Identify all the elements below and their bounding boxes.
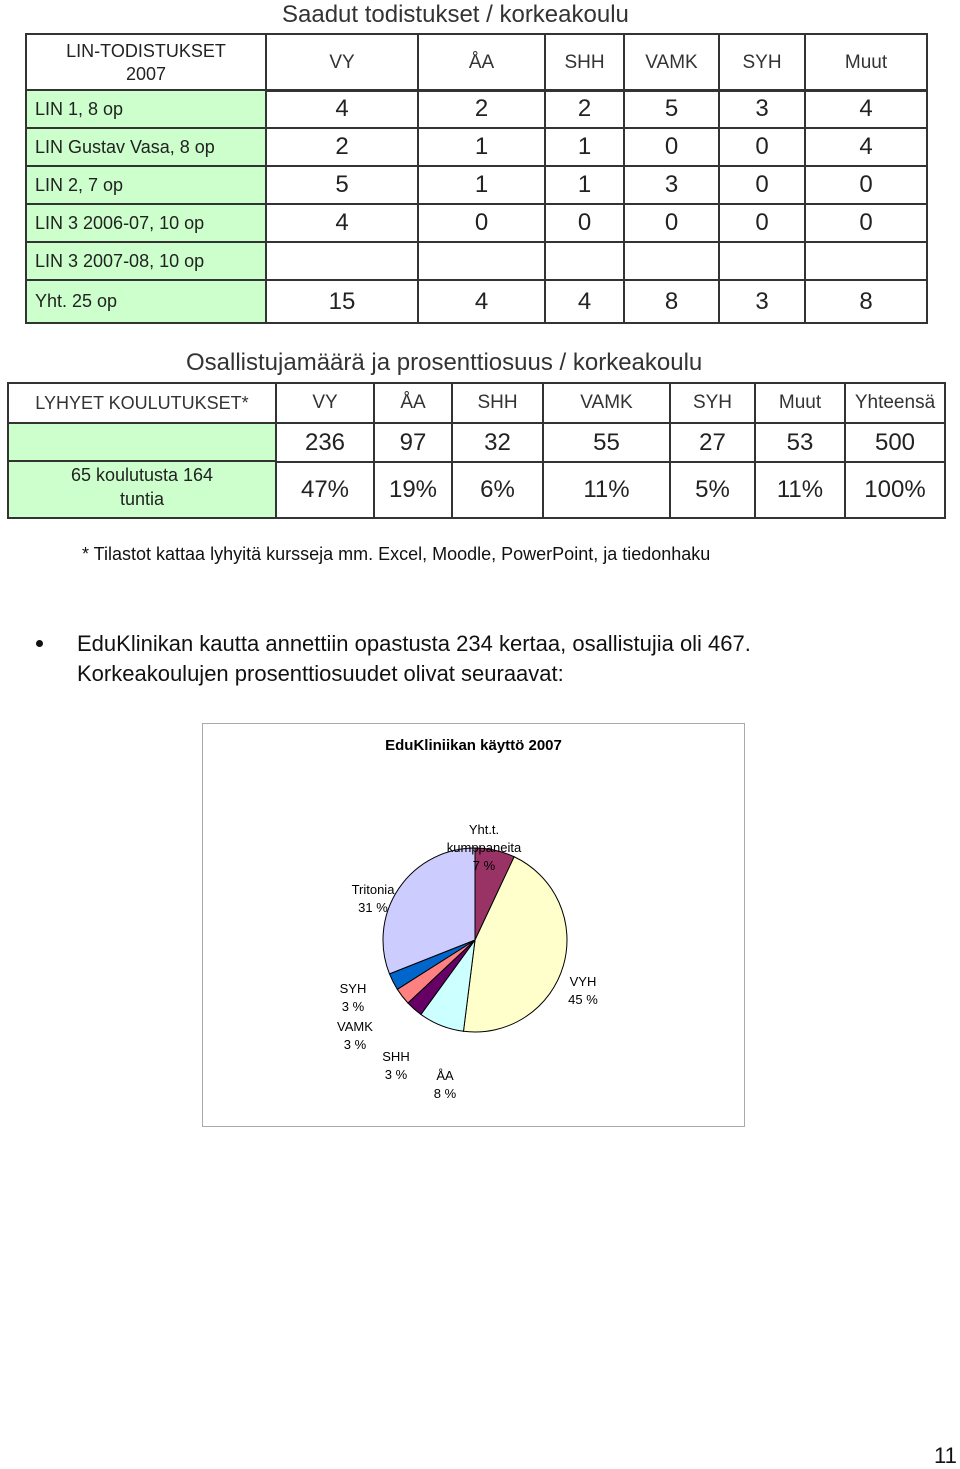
- chart-title: EduKliniikan käyttö 2007: [385, 737, 562, 754]
- table1-col-header: ÅA: [418, 34, 545, 91]
- table2-title: Osallistujamäärä ja prosenttiosuus / korkeakoulu: [186, 349, 703, 376]
- table1-col-header: VAMK: [624, 34, 719, 91]
- pie-label: SHH 3 %: [382, 1049, 410, 1082]
- pie-chart-panel: [202, 723, 745, 1127]
- table2-col-header: VY: [276, 383, 374, 423]
- table2-row-label: 65 koulutusta 164 tuntia: [8, 423, 276, 518]
- table2-col-header: SHH: [452, 383, 543, 423]
- table1-value-cell: 2: [418, 90, 545, 128]
- participants-table: [7, 382, 946, 519]
- pie-chart: [203, 724, 743, 1124]
- bullet-dot-icon: [36, 640, 43, 647]
- table1-row: [26, 280, 927, 323]
- pie-label: VAMK 3 %: [337, 1019, 373, 1052]
- table1-row: [26, 128, 927, 166]
- table1-value-cell: 15: [266, 280, 418, 323]
- certificates-table: [25, 33, 928, 92]
- table1-value-cell: [624, 242, 719, 280]
- table1-value-cell: 2: [545, 90, 624, 128]
- table2-count-cell: 500: [845, 423, 945, 462]
- table2-col-header: Muut: [755, 383, 845, 423]
- table1-value-cell: 1: [418, 166, 545, 204]
- table1-value-cell: 4: [266, 90, 418, 128]
- table1-value-cell: 0: [805, 166, 927, 204]
- table1-row-label: LIN 1, 8 op: [26, 90, 266, 128]
- table2-percent-cell: 19%: [374, 462, 452, 518]
- table1-row-label: LIN 3 2007-08, 10 op: [26, 242, 266, 280]
- table2-col-header: ÅA: [374, 383, 452, 423]
- table2-corner-label: LYHYET KOULUTUKSET*: [8, 383, 276, 423]
- pie-label: Yht.t. kumppaneita 7 %: [446, 822, 522, 873]
- table1-row: [26, 242, 927, 280]
- table1-row-label: LIN 2, 7 op: [26, 166, 266, 204]
- table1-value-cell: 1: [418, 128, 545, 166]
- footnote: * Tilastot kattaa lyhyitä kursseja mm. Excel, Moodle, PowerPoint, ja tiedonhaku: [82, 544, 711, 564]
- table1-col-header: SHH: [545, 34, 624, 91]
- table1-value-cell: 2: [266, 128, 418, 166]
- bullet-line-2: Korkeakoulujen prosenttiosuudet olivat seuraavat:: [77, 661, 564, 686]
- certificates-table-body: [25, 89, 928, 324]
- table1-value-cell: 0: [805, 204, 927, 242]
- table2-col-header: Yhteensä: [845, 383, 945, 423]
- table1-col-header: SYH: [719, 34, 805, 91]
- table1-col-header: Muut: [805, 34, 927, 91]
- table1-row: [26, 90, 927, 128]
- table1-value-cell: 3: [624, 166, 719, 204]
- table1-value-cell: [266, 242, 418, 280]
- table2-percent-cell: 11%: [543, 462, 670, 518]
- table1-value-cell: [545, 242, 624, 280]
- table1-row-label: Yht. 25 op: [26, 280, 266, 323]
- table2-count-cell: 53: [755, 423, 845, 462]
- table1-col-header: VY: [266, 34, 418, 91]
- table1-value-cell: 4: [805, 90, 927, 128]
- table1-value-cell: 1: [545, 128, 624, 166]
- table2-count-cell: 27: [670, 423, 755, 462]
- table1-row-label: LIN Gustav Vasa, 8 op: [26, 128, 266, 166]
- bullet-line-1: EduKlinikan kautta annettiin opastusta 234 kertaa, osallistujia oli 467.: [77, 631, 751, 656]
- table2-percent-cell: 11%: [755, 462, 845, 518]
- table1-corner-label: LIN-TODISTUKSET 2007: [26, 34, 266, 91]
- table1-value-cell: 3: [719, 90, 805, 128]
- table2-count-cell: 32: [452, 423, 543, 462]
- table1-value-cell: 0: [624, 128, 719, 166]
- table2-col-header: SYH: [670, 383, 755, 423]
- table2-percent-cell: 6%: [452, 462, 543, 518]
- table1-value-cell: 8: [624, 280, 719, 323]
- table1-title: Saadut todistukset / korkeakoulu: [282, 1, 629, 28]
- table2-count-cell: 97: [374, 423, 452, 462]
- table1-value-cell: 4: [805, 128, 927, 166]
- table2-percent-cell: 100%: [845, 462, 945, 518]
- table1-value-cell: 0: [418, 204, 545, 242]
- table1-value-cell: 0: [719, 128, 805, 166]
- table1-value-cell: 5: [624, 90, 719, 128]
- table2-percent-cell: 5%: [670, 462, 755, 518]
- table1-value-cell: 0: [719, 204, 805, 242]
- pie-label: VYH 45 %: [568, 974, 598, 1007]
- page-number: 11: [934, 1443, 957, 1468]
- table1-value-cell: 4: [545, 280, 624, 323]
- table1-value-cell: 1: [545, 166, 624, 204]
- table2-count-cell: 236: [276, 423, 374, 462]
- table1-value-cell: 0: [624, 204, 719, 242]
- pie-label: SYH 3 %: [339, 981, 367, 1014]
- table1-value-cell: [418, 242, 545, 280]
- table2-percent-cell: 47%: [276, 462, 374, 518]
- bullet-item: [36, 629, 936, 689]
- table2-count-cell: 55: [543, 423, 670, 462]
- table1-value-cell: 4: [418, 280, 545, 323]
- table1-value-cell: [805, 242, 927, 280]
- table1-value-cell: 0: [545, 204, 624, 242]
- table1-row: [26, 204, 927, 242]
- pie-label: ÅA 8 %: [433, 1068, 457, 1101]
- table1-row: [26, 166, 927, 204]
- table1-value-cell: 5: [266, 166, 418, 204]
- table1-value-cell: 4: [266, 204, 418, 242]
- pie-label: Tritonia 31 %: [351, 882, 395, 915]
- table1-value-cell: 8: [805, 280, 927, 323]
- table1-value-cell: [719, 242, 805, 280]
- table1-value-cell: 0: [719, 166, 805, 204]
- table1-row-label: LIN 3 2006-07, 10 op: [26, 204, 266, 242]
- table2-col-header: VAMK: [543, 383, 670, 423]
- table1-value-cell: 3: [719, 280, 805, 323]
